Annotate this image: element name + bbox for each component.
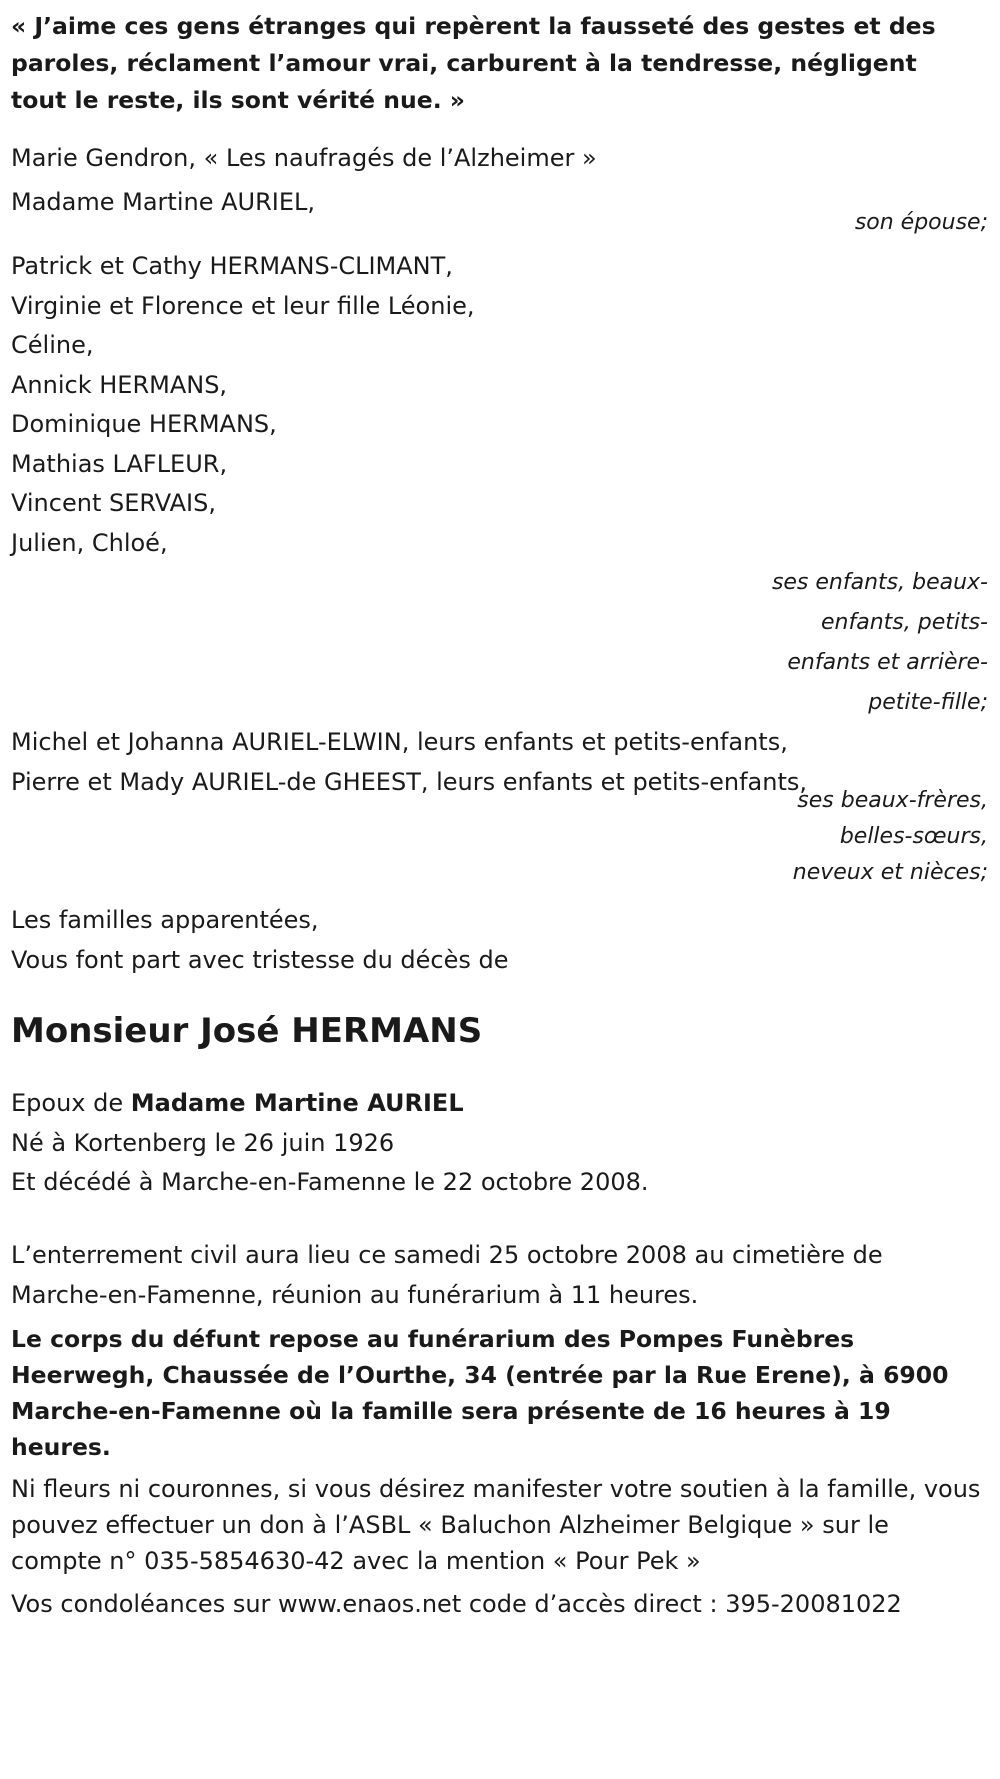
condolences-info: Vos condoléances sur www.enaos.net code d’accès direct : 395-20081022 xyxy=(11,1589,902,1618)
birth-line: Né à Kortenberg le 26 juin 1926 xyxy=(11,1128,395,1157)
spouse-name: Madame Martine AURIEL, xyxy=(11,187,315,216)
children-relation xyxy=(11,563,988,723)
deceased-details xyxy=(11,1084,989,1203)
children-relation-line: ses enfants, beaux- xyxy=(771,570,988,595)
child-entry: Julien, Chloé, xyxy=(11,528,168,557)
deceased-name: Monsieur José HERMANS xyxy=(11,1011,483,1051)
child-entry: Annick HERMANS, xyxy=(11,370,228,399)
funeral-info: L’enterrement civil aura lieu ce samedi 25 octobre 2008 au cimetière de Marche-en-Famenne, réunion au funérarium à 11 heures. xyxy=(11,1240,883,1309)
quote-source: Marie Gendron, « Les naufragés de l’Alzheimer » xyxy=(11,144,597,172)
children-relation-line: enfants, petits- xyxy=(821,610,988,635)
spouse-prefix: Epoux de xyxy=(11,1089,131,1117)
donation-info: Ni fleurs ni couronnes, si vous désirez manifester votre soutien à la famille, vous pouvez effectuer un don à l’ASBL « Baluchon Alzheimer Belgique » sur le compte n° 035-5854630-42 avec la mention « Pour Pek » xyxy=(11,1474,981,1575)
children-relation-line: petite-fille; xyxy=(868,690,988,715)
spouse-line xyxy=(11,1084,989,1124)
epigraph-quote: « J’aime ces gens étranges qui repèrent la fausseté des gestes et des paroles, réclament l’amour vrai, carburent à la tendresse, négligent tout le reste, ils sont vérité nue. » xyxy=(11,12,936,114)
obituary-page xyxy=(0,8,1000,1779)
child-entry: Dominique HERMANS, xyxy=(11,410,277,438)
in-law-entry: Michel et Johanna AURIEL-ELWIN, leurs enfants et petits-enfants, xyxy=(11,728,788,756)
child-entry: Virginie et Florence et leur fille Léonie, xyxy=(11,291,475,320)
in-laws-relation-line: ses beaux-frères, xyxy=(797,788,988,813)
death-line: Et décédé à Marche-en-Famenne le 22 octobre 2008. xyxy=(11,1168,649,1196)
child-entry: Vincent SERVAIS, xyxy=(11,489,216,517)
viewing-info: Le corps du défunt repose au funérarium des Pompes Funèbres Heerwegh, Chaussée de l’Ourthe, 34 (entrée par la Rue Erene), à 6900 Marche-en-Famenne où la famille sera présente de 16 heures à 19 heures. xyxy=(11,1324,949,1461)
child-entry: Céline, xyxy=(11,331,94,359)
announcement: Vous font part avec tristesse du décès de xyxy=(11,945,509,974)
children-relation-line: enfants et arrière- xyxy=(787,650,988,675)
spouse-name-bold: Madame Martine AURIEL xyxy=(130,1089,464,1117)
in-laws-relation-line: belles-sœurs, xyxy=(839,824,988,849)
children-list xyxy=(11,247,989,563)
related-families: Les familles apparentées, xyxy=(11,906,319,934)
child-entry: Patrick et Cathy HERMANS-CLIMANT, xyxy=(11,252,453,280)
spouse-relation: son épouse; xyxy=(854,210,988,235)
child-entry: Mathias LAFLEUR, xyxy=(11,449,228,478)
in-laws-relation-line: neveux et nièces; xyxy=(792,860,988,885)
in-law-entry: Pierre et Mady AURIEL-de GHEEST, leurs enfants et petits-enfants, xyxy=(11,767,807,796)
